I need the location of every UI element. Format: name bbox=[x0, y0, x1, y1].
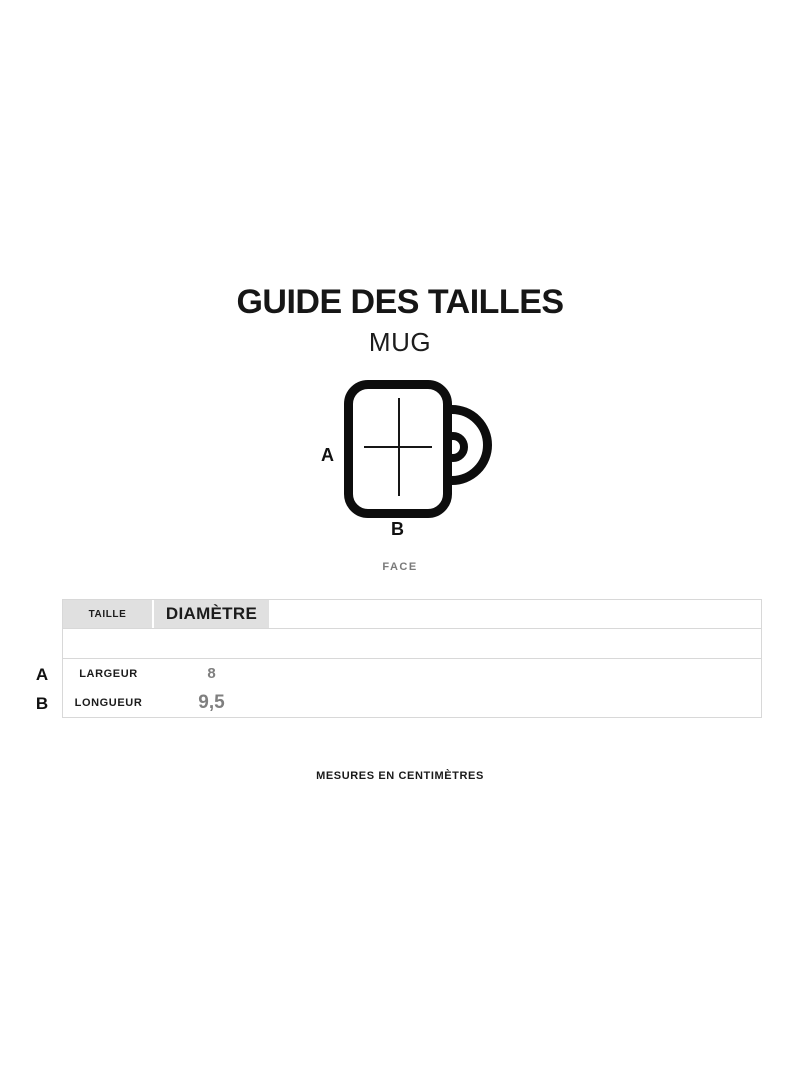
size-table-spacer-row bbox=[63, 629, 761, 659]
units-note: MESURES EN CENTIMÈTRES bbox=[316, 770, 484, 782]
diagram-length-label-b: B bbox=[391, 519, 404, 539]
dimension-value-longueur: 9,5 bbox=[198, 691, 225, 713]
size-table-header-row bbox=[63, 600, 761, 629]
size-table bbox=[62, 599, 762, 718]
mug-handle-inner-icon bbox=[438, 432, 468, 462]
diagram-width-label-a: A bbox=[321, 445, 334, 465]
column-header-taille: TAILLE bbox=[63, 600, 152, 628]
dimension-value-largeur: 8 bbox=[207, 665, 216, 682]
crosshair-vertical-line bbox=[398, 398, 400, 496]
table-row-letter-a: A bbox=[35, 664, 49, 684]
dimension-label-longueur: LONGUEUR bbox=[74, 696, 143, 709]
table-row-longueur bbox=[63, 688, 761, 717]
column-header-diametre: DIAMÈTRE bbox=[154, 600, 269, 628]
crosshair-horizontal-line bbox=[364, 446, 432, 448]
table-row-letter-b: B bbox=[35, 693, 49, 713]
page-subtitle: MUG bbox=[368, 327, 432, 357]
dimension-label-largeur: LARGEUR bbox=[79, 667, 138, 680]
table-row-largeur bbox=[63, 659, 761, 688]
page-title: GUIDE DES TAILLES bbox=[236, 283, 564, 321]
mug-body-icon bbox=[344, 380, 452, 518]
view-label-face: FACE bbox=[382, 561, 418, 573]
mug-handle-outer-icon bbox=[412, 405, 492, 485]
